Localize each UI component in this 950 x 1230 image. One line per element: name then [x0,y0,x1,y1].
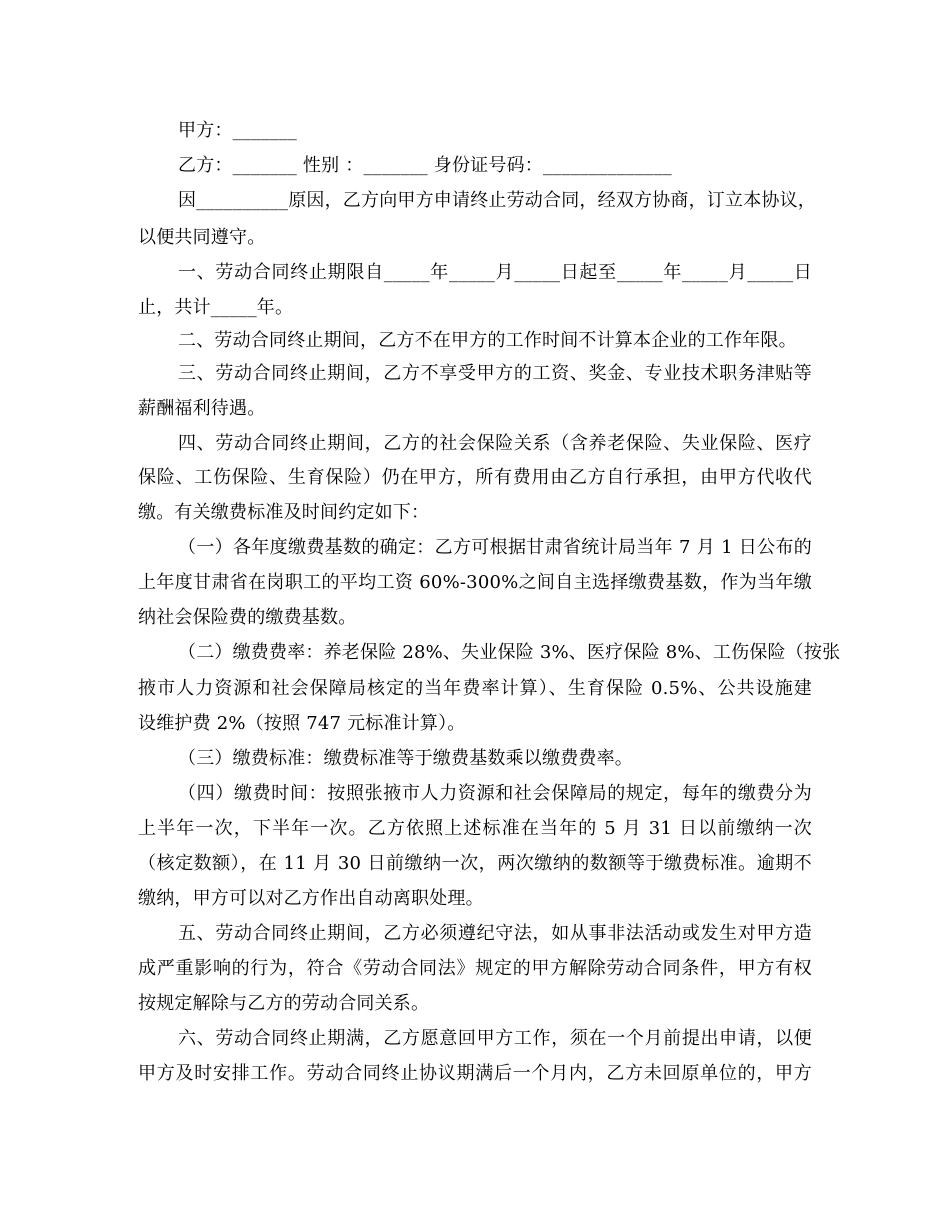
preamble-line-1: 因__________原因，乙方向甲方申请终止劳动合同，经双方协商，订立本协议， [178,190,816,211]
sub-4-line-4: 缴纳，甲方可以对乙方作出自动离职处理。 [138,888,484,909]
sub-4-line-2: 上半年一次，下半年一次。乙方依照上述标准在当年的 5 月 31 日以前缴纳一次 [138,818,812,839]
clause-4-line-2: 保险、工伤保险、生育保险）仍在甲方，所有费用由乙方自行承担，由甲方代收代 [138,467,812,488]
sub-4-line-1: （四）缴费时间：按照张掖市人力资源和社会保障局的规定，每年的缴费分为 [178,783,812,804]
clause-4-line-3: 缴。有关缴费标准及时间约定如下： [138,502,430,523]
clause-6-line-1: 六、劳动合同终止期满，乙方愿意回甲方工作，须在一个月前提出申请，以便 [178,1028,812,1049]
clause-1-line-1: 一、劳动合同终止期限自_____年_____月_____日起至_____年_____月_____日 [178,262,812,283]
clause-3-line-1: 三、劳动合同终止期间，乙方不享受甲方的工资、奖金、专业技术职务津贴等 [178,363,812,384]
party-b-line: 乙方：_______ 性别 ：_______ 身份证号码：______________ [178,155,672,176]
sub-3-line: （三）缴费标准：缴费标准等于缴费基数乘以缴费费率。 [178,748,633,769]
sub-4-line-3: （核定数额），在 11 月 30 日前缴纳一次，两次缴纳的数额等于缴费标准。逾期不 [138,853,812,874]
party-a-line: 甲方：_______ [178,120,297,141]
clause-5-line-1: 五、劳动合同终止期间，乙方必须遵纪守法，如从事非法活动或发生对甲方造 [178,923,812,944]
sub-2-line-1: （二）缴费费率：养老保险 28%、失业保险 3%、医疗保险 8%、工伤保险（按张 [178,642,841,663]
clause-2-line: 二、劳动合同终止期间，乙方不在甲方的工作时间不计算本企业的工作年限。 [178,330,797,351]
sub-1-line-2: 上年度甘肃省在岗职工的平均工资 60%-300%之间自主选择缴费基数，作为当年缴 [138,572,812,593]
clause-1-line-2: 止，共计_____年。 [138,297,294,318]
clause-5-line-2: 成严重影响的行为，符合《劳动合同法》规定的甲方解除劳动合同条件，甲方有权 [138,958,812,979]
sub-2-line-3: 设维护费 2%（按照 747 元标准计算）。 [138,713,466,734]
clause-4-line-1: 四、劳动合同终止期间，乙方的社会保险关系（含养老保险、失业保险、医疗 [178,433,812,454]
sub-2-line-2: 掖市人力资源和社会保障局核定的当年费率计算）、生育保险 0.5%、公共设施建 [138,678,812,699]
clause-3-line-2: 薪酬福利待遇。 [138,398,266,419]
sub-1-line-3: 纳社会保险费的缴费基数。 [138,607,357,628]
clause-5-line-3: 按规定解除与乙方的劳动合同关系。 [138,993,430,1014]
sub-1-line-1: （一）各年度缴费基数的确定：乙方可根据甘肃省统计局当年 7 月 1 日公布的 [178,537,812,558]
preamble-line-2: 以便共同遵守。 [138,227,266,248]
clause-6-line-2: 甲方及时安排工作。劳动合同终止协议期满后一个月内，乙方未回原单位的，甲方 [138,1063,812,1084]
